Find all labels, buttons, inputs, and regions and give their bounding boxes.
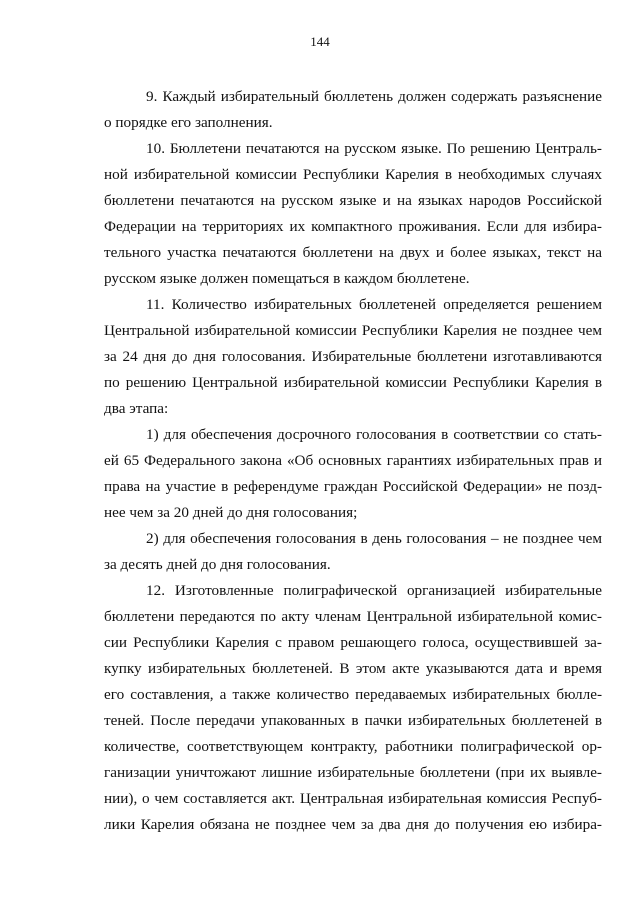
text-line: купку избирательных бюллетеней. В этом акте указываются дата и время	[104, 660, 602, 677]
text-line: его составления, а также количество передаваемых избирательных бюлле-	[104, 686, 602, 703]
page-number: 144	[310, 34, 330, 49]
text-line: тельного участка печатаются бюллетени на двух и более языках, текст на	[104, 244, 602, 261]
text-line: 11. Количество избирательных бюллетеней определяется решением	[146, 296, 602, 313]
text-line: теней. После передачи упакованных в пачки избирательных бюллетеней в	[104, 712, 602, 729]
text-line: бюллетени печатаются на русском языке и на языках народов Российской	[104, 192, 602, 209]
text-line: количестве, соответствующем контракту, работники полиграфической ор-	[104, 738, 602, 755]
text-line: ей 65 Федерального закона «Об основных гарантиях избирательных прав и	[104, 452, 602, 469]
text-line: права на участие в референдуме граждан Российской Федерации» не позд-	[104, 478, 602, 495]
text-line: Центральной избирательной комиссии Республики Карелия не позднее чем	[104, 322, 602, 339]
text-line: ганизации уничтожают лишние избирательные бюллетени (при их выявле-	[104, 764, 602, 781]
text-line: за 24 дня до дня голосования. Избирательные бюллетени изготавливаются	[104, 348, 602, 365]
text-line: по решению Центральной избирательной комиссии Республики Карелия в	[104, 374, 602, 391]
text-line: за десять дней до дня голосования.	[104, 556, 331, 573]
text-line: о порядке его заполнения.	[104, 114, 273, 131]
text-line: 2) для обеспечения голосования в день голосования – не позднее чем	[146, 530, 602, 547]
text-line: бюллетени передаются по акту членам Центральной избирательной комис-	[104, 608, 602, 625]
text-line: нии), о чем составляется акт. Центральная избирательная комиссия Респуб-	[104, 790, 602, 807]
document-body	[104, 84, 602, 838]
text-line: ной избирательной комиссии Республики Карелия в необходимых случаях	[104, 166, 602, 183]
text-line: сии Республики Карелия с правом решающего голоса, осуществившей за-	[104, 634, 602, 651]
text-line: нее чем за 20 дней до дня голосования;	[104, 504, 358, 521]
text-line: 1) для обеспечения досрочного голосования в соответствии со стать-	[146, 426, 602, 443]
text-line: лики Карелия обязана не позднее чем за два дня до получения ею избира-	[104, 816, 602, 833]
text-line: Федерации на территориях их компактного проживания. Если для избира-	[104, 218, 602, 235]
text-line: 10. Бюллетени печатаются на русском языке. По решению Централь-	[146, 140, 602, 157]
text-line: 9. Каждый избирательный бюллетень должен содержать разъяснение	[146, 88, 602, 105]
text-line: 12. Изготовленные полиграфической организацией избирательные	[146, 582, 602, 599]
text-line: два этапа:	[104, 400, 169, 417]
text-line: русском языке должен помещаться в каждом бюллетене.	[104, 270, 470, 287]
